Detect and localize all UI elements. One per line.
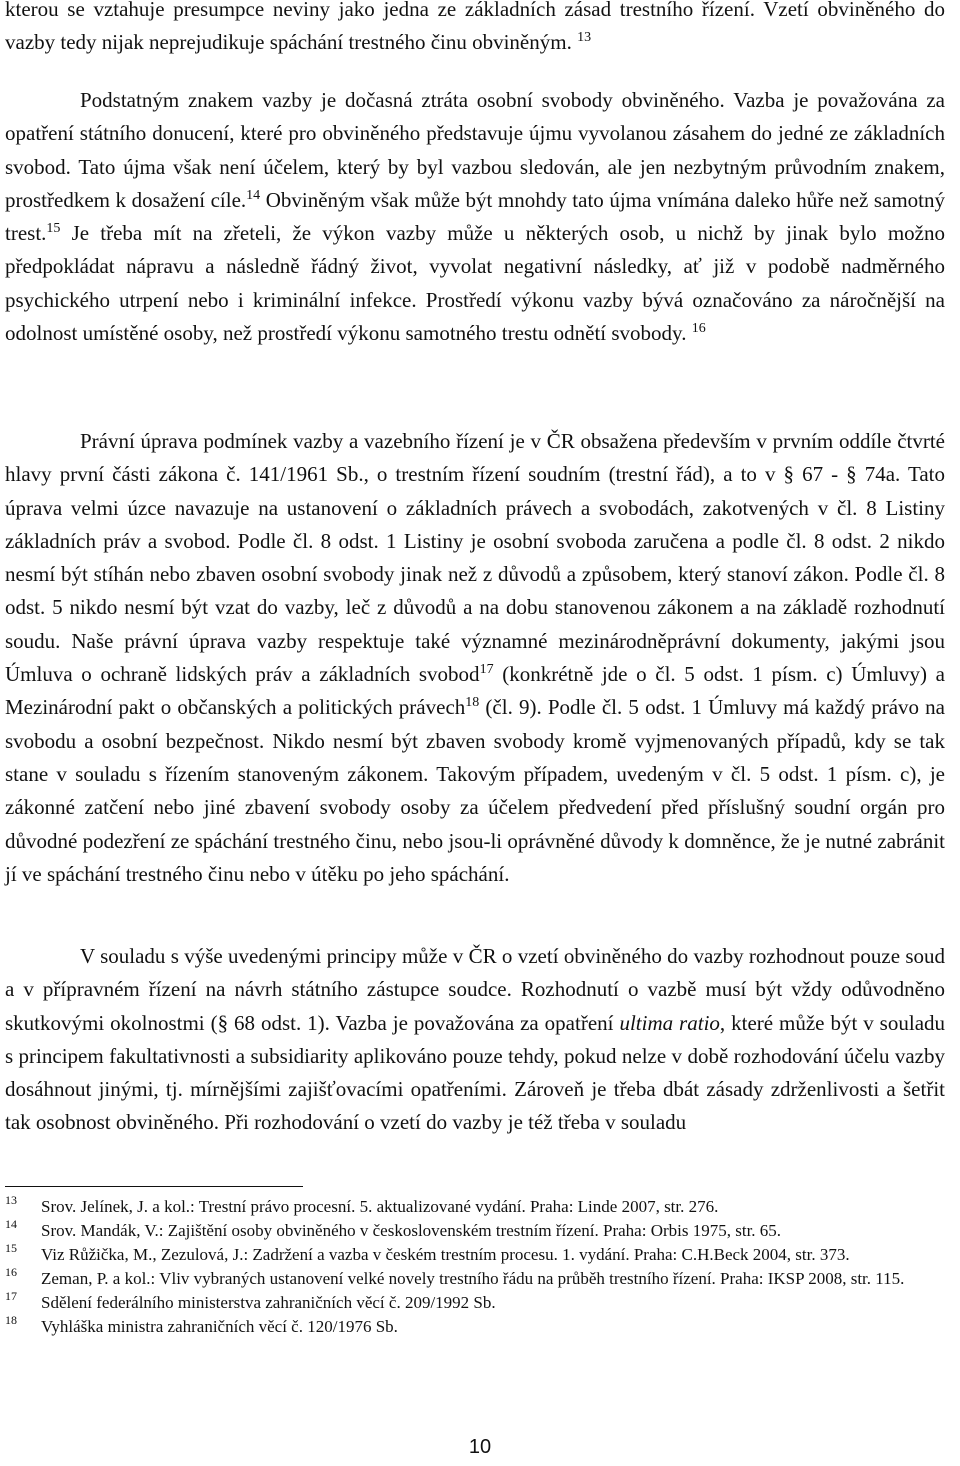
footnote-text: Srov. Mandák, V.: Zajištění osoby obviněného v československém trestním řízení. Praha: Orbis 1975, str. 65. bbox=[41, 1221, 782, 1240]
footnote-number: 13 bbox=[5, 1193, 17, 1207]
footnote-separator bbox=[5, 1186, 303, 1187]
footnote-17 bbox=[5, 1291, 945, 1315]
footnote-ref-15[interactable]: 15 bbox=[46, 221, 61, 237]
paragraph-text: Obviněným však může být mnohdy tato újma vnímána daleko hůře než samotný trest. bbox=[5, 187, 945, 246]
footnote-13 bbox=[5, 1195, 945, 1219]
footnote-ref-16[interactable]: 16 bbox=[691, 321, 706, 337]
paragraph-3 bbox=[5, 425, 945, 891]
footnote-text: Sdělení federálního ministerstva zahraničních věcí č. 209/1992 Sb. bbox=[41, 1293, 496, 1312]
paragraph-text: Právní úprava podmínek vazby a vazebního řízení je v ČR obsažena především v prvním oddíle čtvrté hlavy první části zákona č. 141/1961 Sb., o trestním řízení soudním (trestní řád), a to v § 67 - § 74a. Tato úprava velmi úzce navazuje na ustanovení o základních právech a svobodách, zakotvených v čl. 8 Listiny základních práv a svobod. Podle čl. 8 odst. 1 Listiny je osobní svoboda zaručena a podle čl. 8 odst. 2 nikdo nesmí být stíhán nebo zbaven osobní svobody jinak než z důvodů a způsobem, který stanoví zákon. Podle čl. 8 odst. 5 nikdo nesmí být vzat do vazby, leč z důvodů a na dobu stanovenou zákonem a na základě rozhodnutí soudu. Naše právní úprava vazby respektuje také významné mezinárodněprávní dokumenty, jakými jsou Úmluva o ochraně lidských práv a základních svobod bbox=[5, 429, 945, 687]
footnote-text: Srov. Jelínek, J. a kol.: Trestní právo procesní. 5. aktualizované vydání. Praha: Linde 2007, str. 276. bbox=[41, 1197, 719, 1216]
footnote-number: 18 bbox=[5, 1313, 17, 1327]
footnote-16 bbox=[5, 1267, 945, 1291]
paragraph-1 bbox=[5, 0, 945, 60]
footnote-text: Vyhláška ministra zahraničních věcí č. 120/1976 Sb. bbox=[41, 1317, 398, 1336]
italic-term: ultima ratio bbox=[619, 1010, 720, 1035]
paragraph-2 bbox=[5, 84, 945, 350]
paragraph-text: V souladu s výše uvedenými principy může v ČR o vzetí obviněného do vazby rozhodnout pouze soud a v přípravném řízení na návrh státního zástupce soudce. Rozhodnutí o vazbě musí být vždy odůvodněno skutkovými okolnostmi (§ 68 odst. 1). Vazba je považována za opatření bbox=[5, 944, 945, 1035]
footnote-14 bbox=[5, 1219, 945, 1243]
paragraph-text: (konkrétně jde o čl. 5 odst. 1 písm. c) Úmluvy) a Mezinárodní pakt o občanských a politických právech bbox=[5, 662, 945, 720]
footnote-number: 15 bbox=[5, 1241, 17, 1255]
paragraph-text: Je třeba mít na zřeteli, že výkon vazby může u některých osob, u nichž by jinak bylo možno předpokládat nápravu a následně řádný život, vyvolat negativní následky, ať již v podobě nadměrného psychického utrpení nebo i kriminální infekce. Prostředí výkonu vazby bývá označováno za náročnější na odolnost umístěné osoby, než prostředí výkonu samotného trestu odnětí svobody. bbox=[5, 221, 945, 346]
footnote-15 bbox=[5, 1243, 945, 1267]
footnotes bbox=[5, 1195, 945, 1339]
paragraph-text: Podstatným znakem vazby je dočasná ztráta osobní svobody obviněného. Vazba je považována za opatření státního donucení, které pro obviněného představuje újmu vyvolanou zásahem do jedné ze základních svobod. Tato újma však není účelem, který by byl vazbou sledován, ale jen nezbytným průvodním znakem, prostředkem k dosažení cíle. bbox=[5, 88, 945, 212]
paragraph-text: , které může být v souladu s principem fakultativnosti a subsidiarity aplikováno pouze tehdy, pokud nelze v době rozhodování účelu vazby dosáhnout jinými, tj. mírnějšími zajišťovacími opatřeními. Zároveň je třeba dbát zásady zdrženlivosti a šetřit tak osobnost obviněného. Při rozhodování o vzetí do vazby je též třeba v souladu bbox=[5, 1010, 946, 1135]
footnote-ref-18[interactable]: 18 bbox=[465, 695, 480, 711]
footnote-ref-13[interactable]: 13 bbox=[577, 30, 592, 46]
footnote-number: 16 bbox=[5, 1265, 17, 1279]
footnote-text: Viz Růžička, M., Zezulová, J.: Zadržení a vazba v českém trestním procesu. 1. vydání. Praha: C.H.Beck 2004, str. 373. bbox=[41, 1245, 850, 1264]
footnote-number: 14 bbox=[5, 1217, 17, 1231]
paragraph-4 bbox=[5, 940, 945, 1140]
page-number: 10 bbox=[468, 1436, 492, 1458]
footnote-ref-17[interactable]: 17 bbox=[479, 662, 494, 678]
footnote-ref-14[interactable]: 14 bbox=[246, 187, 261, 203]
paragraph-text: (čl. 9). Podle čl. 5 odst. 1 Úmluvy má každý právo na svobodu a osobní bezpečnost. Nikdo nesmí být zbaven svobody kromě vyjmenovaných případů, kdy se tak stane v souladu s řízením stanoveným zákonem. Takovým případem, uvedeným v čl. 5 odst. 1 písm. c), je zákonné zatčení nebo jiné zbavení svobody osoby za účelem předvedení před příslušný soudní orgán pro důvodné podezření ze spáchání trestného činu, nebo jsou-li oprávněné důvody k domněnce, že je nutné zabránit jí ve spáchání trestného činu nebo v útěku po jeho spáchání. bbox=[5, 695, 946, 886]
footnote-18 bbox=[5, 1315, 945, 1339]
paragraph-text: kterou se vztahuje presumpce neviny jako jedna ze základních zásad trestního řízení. Vzetí obviněného do vazby tedy nijak neprejudikuje spáchání trestného činu obviněným. bbox=[5, 0, 945, 55]
footnote-text: Zeman, P. a kol.: Vliv vybraných ustanovení velké novely trestního řádu na průběh trestního řízení. Praha: IKSP 2008, str. 115. bbox=[41, 1269, 905, 1288]
footnote-number: 17 bbox=[5, 1289, 17, 1303]
